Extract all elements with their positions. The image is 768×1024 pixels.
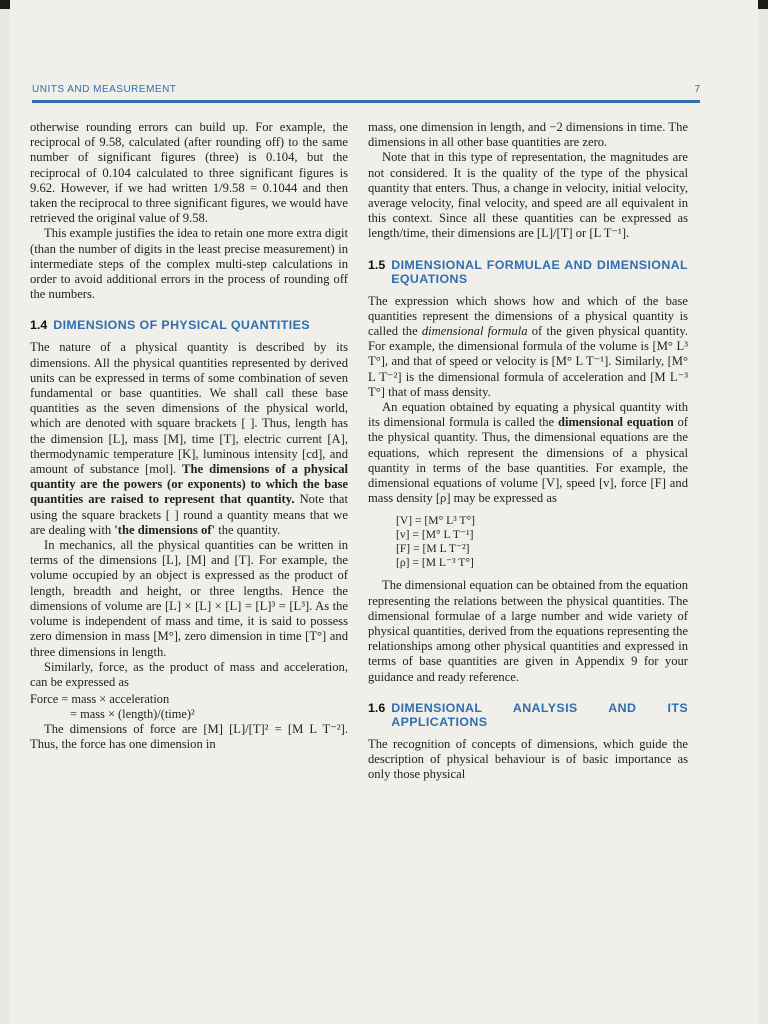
paragraph [30, 340, 348, 538]
right-column [368, 120, 688, 783]
section-title: DIMENSIONS OF PHYSICAL QUANTITIES [53, 318, 310, 333]
paragraph: This example justifies the idea to retain one more extra digit (than the number of digits in the least precise measurement) in intermediate steps of the complex multi-step calculations in order to avoid additional errors in the process of rounding off the numbers. [30, 226, 348, 302]
section-number: 1.6 [368, 700, 386, 715]
paragraph-text: of the given physical quantity. For example, the dimensional formula of the volume is [M° L³ T°], and that of speed or velocity is [M° L T⁻¹]. Similarly, [M° L T⁻²] is the dimensional formula of acceleration and [M L⁻³ T°] that of mass density. [368, 324, 689, 399]
paragraph: mass, one dimension in length, and −2 dimensions in time. The dimensions in all other base quantities are zero. [368, 120, 688, 150]
italic-term: dimensional formula [421, 324, 528, 339]
running-header [32, 84, 700, 103]
equation-force: [F] = [M L T⁻²] [396, 542, 470, 556]
chapter-title: UNITS AND MEASUREMENT [32, 84, 177, 95]
paragraph-text: The nature of a physical quantity is described by its dimensions. All the physical quantities represented by derived units can be expressed in terms of some combination of seven fundamental or base quantities. We shall call these base quantities as the seven dimensions of the physical world, which are denoted with square brackets [ ]. Thus, length has the dimension [L], mass [M], time [T], electric current [A], thermodynamic temperature [K], luminous intensity [cd], and amount of substance [mol]. [30, 340, 348, 477]
section-number: 1.5 [368, 257, 386, 272]
textbook-page [10, 0, 758, 1024]
paragraph-text: of the physical quantity. Thus, the dimensional equations are the equations, which represent the dimensions of a physical quantity in terms of the base quantities. For example, the dimensional equations of volume [V], speed [v], force [F] and mass density [ρ] may be expressed as [368, 415, 688, 506]
paragraph: otherwise rounding errors can build up. For example, the reciprocal of 9.58, calculated (after rounding off) to the same number of significant figures (three) is 0.104, but the reciprocal of 0.104 calculated to three significant figures is 9.62. However, if we had written 1/9.58 = 0.1044 and then taken the reciprocal to three significant figures, we would have retrieved the original value of 9.58. [30, 120, 348, 226]
section-title: DIMENSIONAL ANALYSIS AND ITS APPLICATIONS [391, 700, 688, 729]
equation-density: [ρ] = [M L⁻³ T°] [396, 556, 474, 570]
dimensional-equations [396, 514, 688, 570]
paragraph: Note that in this type of representation, the magnitudes are not considered. It is the quality of the type of the physical quantity that enters. Thus, a change in velocity, initial velocity, average velocity, final velocity, and speed are all equivalent in this context. Since all these quantities can be expressed as length/time, their dimensions are [L]/[T] or [L T⁻¹]. [368, 150, 688, 241]
left-column [30, 120, 348, 753]
paragraph-text: The expression which shows how and which of the base quantities represent the dimensions of a physical quantity is called the [368, 293, 688, 339]
section-heading-1-5 [368, 258, 688, 286]
bold-term: dimensional equation [557, 415, 674, 430]
formula-line: Force = mass × acceleration [30, 692, 170, 707]
section-heading-1-6 [368, 701, 688, 729]
paragraph-text: the quantity. [215, 522, 281, 537]
section-number: 1.4 [30, 318, 48, 333]
section-heading-1-4 [30, 318, 348, 332]
paragraph [368, 400, 688, 506]
paragraph [368, 294, 688, 400]
paragraph: The dimensions of force are [M] [L]/[T]² = [M L T⁻²]. Thus, the force has one dimension in [30, 722, 348, 752]
paragraph: The recognition of concepts of dimensions, which guide the description of physical behaviour is of basic importance as only those physical [368, 736, 688, 782]
equation-speed: [v] = [M° L T⁻¹] [396, 528, 474, 542]
page-number: 7 [694, 84, 700, 95]
force-formula [30, 692, 348, 722]
formula-line: = mass × (length)/(time)² [70, 707, 195, 722]
paragraph-text: Note that using the square brackets [ ] round a quantity means that we are dealing with [30, 492, 348, 537]
equation-volume: [V] = [M° L³ T°] [396, 514, 475, 528]
section-title: DIMENSIONAL FORMULAE AND DIMENSIONAL EQUATIONS [391, 257, 688, 286]
paragraph: In mechanics, all the physical quantities can be written in terms of the dimensions [L], [M] and [T]. For example, the volume occupied by an object is expressed as the product of length, breadth and height, or three lengths. Hence the dimensions of volume are [L] × [L] × [L] = [L]³ = [L³]. As the volume is independent of mass and time, it is said to possess zero dimension in mass [M°], zero dimension in time [T°] and three dimensions in length. [30, 538, 348, 659]
paragraph: Similarly, force, as the product of mass and acceleration, can be expressed as [30, 659, 348, 689]
paragraph: The dimensional equation can be obtained from the equation representing the relations between the physical quantities. The dimensional formulae of a large number and wide variety of physical quantities, derived from the equations representing the relationships among other physical quantities and expressed in terms of base quantities are given in Appendix 9 for your guidance and ready reference. [368, 578, 688, 684]
bold-phrase: 'the dimensions of' [114, 522, 216, 537]
paragraph-text: An equation obtained by equating a physical quantity with its dimensional formula is called the [368, 400, 688, 430]
bold-definition: The dimensions of a physical quantity are the powers (or exponents) to which the base quantities are raised to represent that quantity. [30, 462, 348, 507]
